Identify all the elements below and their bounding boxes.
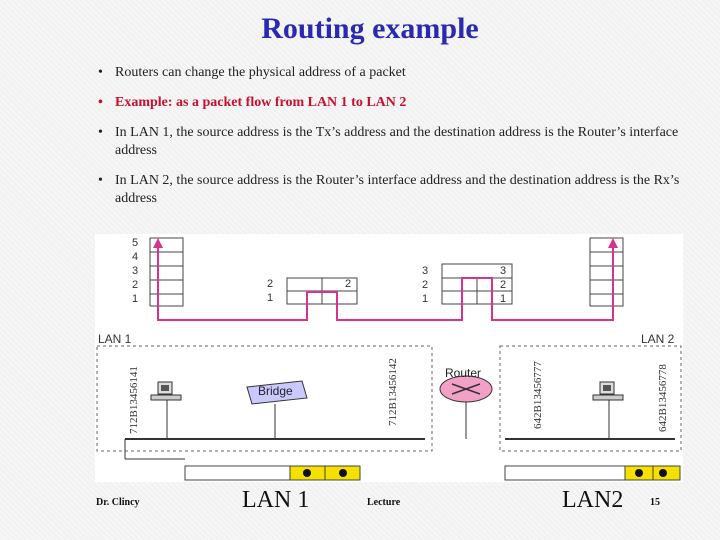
page-number: 15	[650, 497, 660, 508]
stack-layer-label: 2	[422, 279, 429, 291]
bullet-dot: •	[98, 125, 103, 140]
stack-layer-label: 1	[422, 293, 429, 305]
bridge-label: Bridge	[258, 384, 293, 398]
stack-layer-label: 1	[267, 292, 274, 304]
address-label: 642B13456777	[532, 361, 544, 429]
bullet-text: In LAN 1, the source address is the Tx’s address and the destination address is the Router’s interface address	[115, 125, 679, 158]
bullet-text: Example: as a packet flow from LAN 1 to LAN 2	[115, 95, 407, 110]
bullet-dot: •	[98, 65, 103, 80]
bullet-list	[98, 64, 708, 220]
bullet-item	[98, 172, 708, 208]
bullet-item	[98, 124, 708, 160]
address-label: 712B13456142	[387, 358, 399, 426]
sender-protocol-stack	[150, 238, 183, 306]
stack-layer-label: 3	[132, 265, 139, 277]
address-label: 642B13456778	[657, 364, 669, 432]
routing-diagram	[95, 234, 683, 482]
stack-layer-label: 3	[422, 265, 429, 277]
stack-layer-label: 2	[500, 279, 507, 291]
footer-lan1: LAN 1	[242, 487, 310, 513]
stack-layer-label: 4	[132, 251, 139, 263]
bullet-item-highlight	[98, 94, 708, 112]
stack-layer-label: 2	[132, 279, 139, 291]
lan1-diagram-label: LAN 1	[98, 332, 132, 346]
stack-layer-label: 3	[500, 265, 507, 277]
bullet-text: In LAN 2, the source address is the Router’s interface address and the destination address is the Rx’s address	[115, 173, 680, 206]
router-label: Router	[445, 366, 482, 380]
bullet-dot: •	[98, 173, 103, 188]
slide-title: Routing example	[261, 12, 479, 45]
stack-layer-label: 5	[132, 237, 139, 249]
footer-lan2: LAN2	[562, 487, 624, 513]
receiver-protocol-stack	[590, 238, 623, 306]
stack-layer-label: 1	[500, 293, 507, 305]
footer-author: Dr. Clincy	[96, 497, 140, 508]
address-label: 712B13456141	[128, 366, 140, 434]
bullet-text: Routers can change the physical address of a packet	[115, 65, 406, 80]
bullet-item	[98, 64, 708, 82]
stack-layer-label: 2	[345, 278, 352, 290]
stack-layer-label: 2	[267, 278, 274, 290]
stack-layer-label: 1	[132, 293, 139, 305]
lan2-diagram-label: LAN 2	[641, 332, 675, 346]
lan2-frame	[505, 466, 680, 480]
bullet-dot: •	[98, 95, 103, 110]
footer-lecture: Lecture	[367, 497, 401, 508]
